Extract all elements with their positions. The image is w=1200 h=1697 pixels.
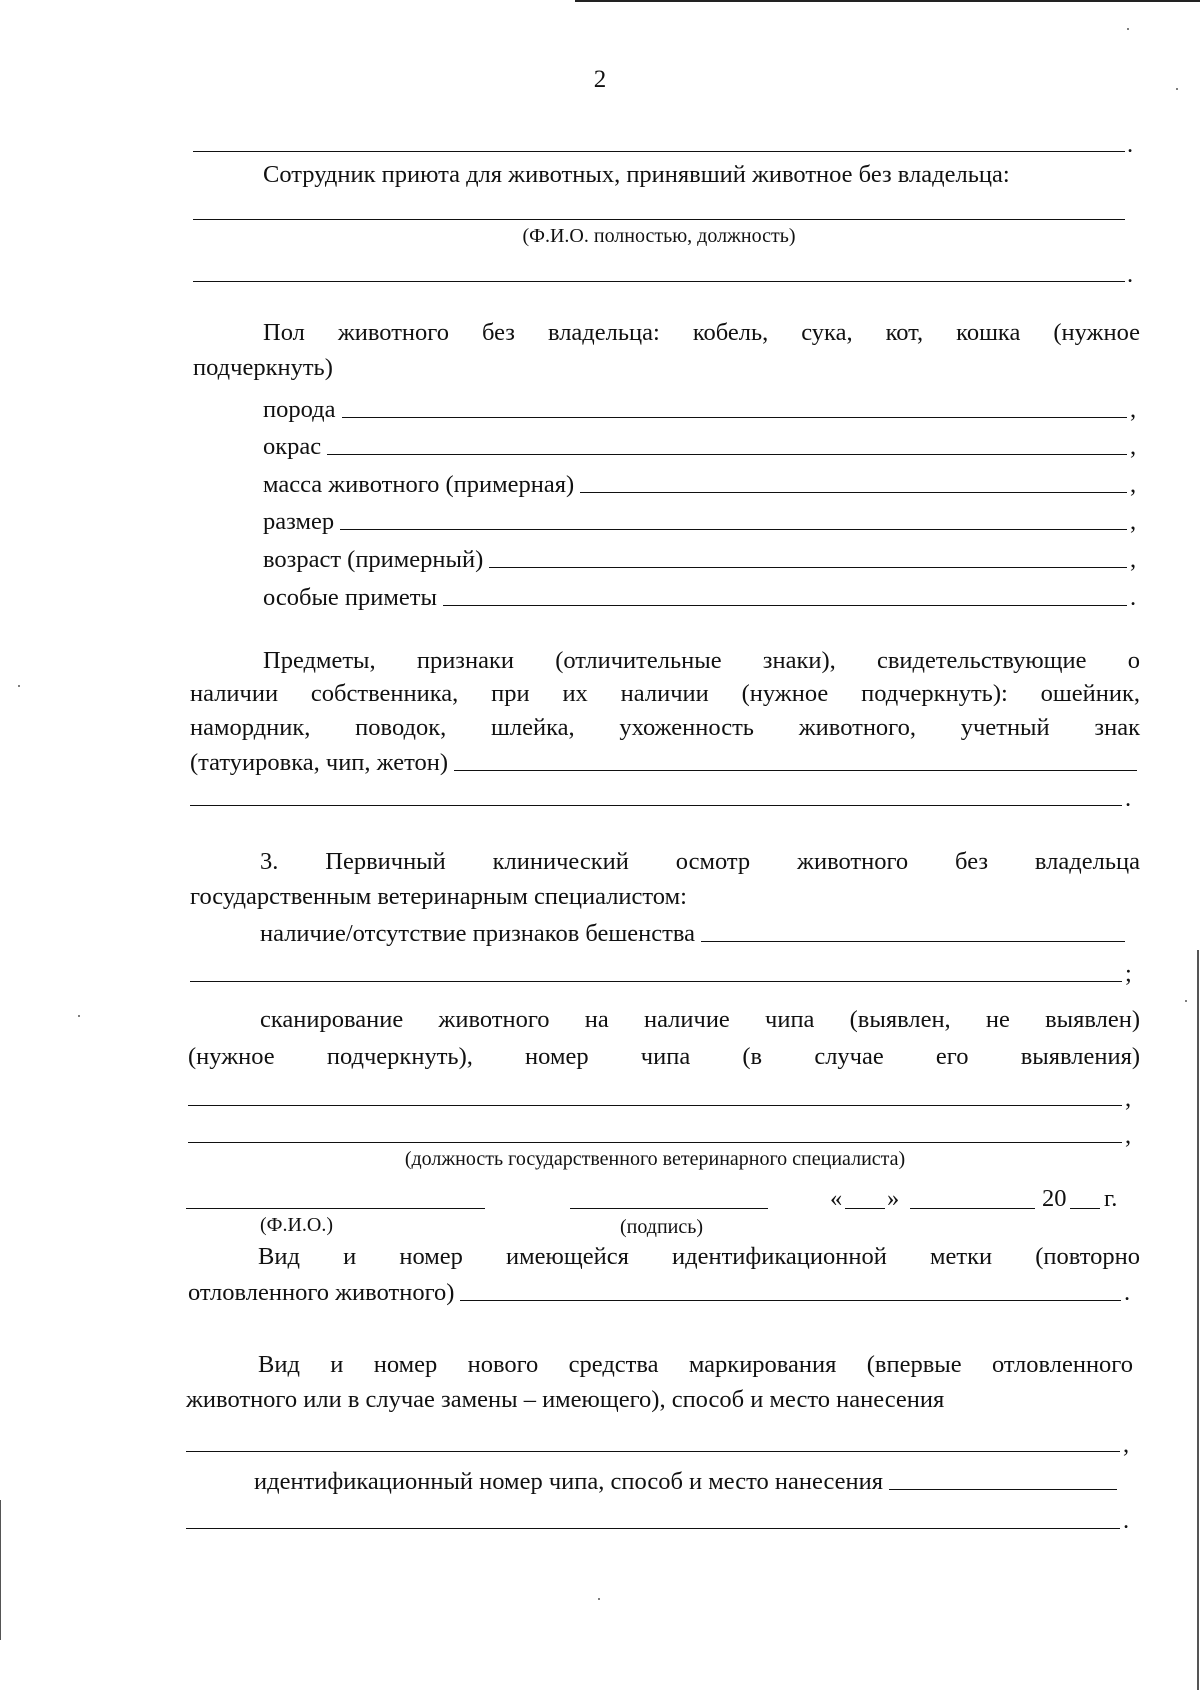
mark-line-2: отловленного животного) xyxy=(188,1279,455,1306)
field-period: . xyxy=(1124,1279,1131,1306)
new-mark-line-2: животного или в случае замены – имеющего), способ и место нанесения xyxy=(186,1386,945,1413)
month-line[interactable] xyxy=(910,1208,1035,1209)
color-blank[interactable] xyxy=(327,454,1127,455)
mark-field[interactable] xyxy=(188,1273,1134,1307)
breed-blank[interactable] xyxy=(342,417,1128,418)
items-line-3: намордник, поводок, шлейка, ухоженность животного, учетный знак xyxy=(190,714,1140,741)
fio-line[interactable] xyxy=(186,1208,485,1209)
scan-edge-mark xyxy=(1197,950,1199,1690)
line-end-period: . xyxy=(1125,785,1132,812)
color-label: окрас xyxy=(263,433,322,460)
size-label: размер xyxy=(263,508,335,535)
items-line-2: наличии собственника, при их наличии (нужное подчеркнуть): ошейник, xyxy=(190,680,1140,707)
line-end-period: . xyxy=(1127,261,1134,288)
field-period: . xyxy=(1130,584,1137,611)
fio-caption: (Ф.И.О.) xyxy=(260,1214,334,1236)
year-line[interactable] xyxy=(1070,1208,1100,1209)
items-blank[interactable] xyxy=(454,770,1137,771)
scan-dot xyxy=(598,1598,600,1600)
line-end-semicolon: ; xyxy=(1125,960,1132,987)
chip-blank-2[interactable] xyxy=(186,1528,1120,1529)
color-field[interactable] xyxy=(263,427,1140,461)
items-line-1: Предметы, признаки (отличительные знаки), свидетельствующие о xyxy=(263,647,1140,674)
breed-label: порода xyxy=(263,396,336,423)
scan-line-1: сканирование животного на наличие чипа (выявлен, не выявлен) xyxy=(260,1006,1140,1033)
chip-number-line xyxy=(188,1105,1122,1106)
scan-edge xyxy=(575,0,1200,2)
line-end-comma: , xyxy=(1125,1085,1132,1112)
weight-field[interactable] xyxy=(263,465,1140,499)
field-comma: , xyxy=(1130,546,1137,573)
exam-line-1: 3. Первичный клинический осмотр животного без владельца xyxy=(260,848,1140,875)
date-open-quote: « xyxy=(830,1185,843,1212)
scan-dot xyxy=(18,685,20,687)
line-end-period: . xyxy=(1127,131,1134,158)
year-suffix: г. xyxy=(1104,1185,1118,1212)
weight-label: масса животного (примерная) xyxy=(263,471,575,498)
rabies-blank[interactable] xyxy=(701,941,1125,942)
rabies-label: наличие/отсутствие признаков бешенства xyxy=(260,920,695,947)
items-line-blank xyxy=(190,805,1122,806)
breed-field[interactable] xyxy=(263,390,1140,424)
line-end-comma: , xyxy=(1125,1122,1132,1149)
sex-line-1: Пол животного без владельца: кобель, сука, кот, кошка (нужное xyxy=(263,319,1140,346)
marks-field[interactable] xyxy=(263,578,1140,612)
size-blank[interactable] xyxy=(340,529,1127,530)
new-mark-line-1: Вид и номер нового средства маркирования (впервые отловленного xyxy=(258,1351,1133,1378)
employee-line-2 xyxy=(193,281,1125,282)
line-end-comma: , xyxy=(1123,1431,1130,1458)
scan-dot xyxy=(78,1015,80,1017)
items-line-4: (татуировка, чип, жетон) xyxy=(190,749,449,776)
year-prefix: 20 xyxy=(1042,1185,1067,1212)
age-blank[interactable] xyxy=(489,567,1127,568)
field-comma: , xyxy=(1130,471,1137,498)
field-comma: , xyxy=(1130,433,1137,460)
position-line xyxy=(188,1142,1122,1143)
rabies-field[interactable] xyxy=(260,914,1128,948)
chip-field[interactable] xyxy=(254,1462,1120,1496)
blank-line xyxy=(193,151,1125,152)
scan-dot xyxy=(1127,28,1129,30)
signature-caption: (подпись) xyxy=(620,1216,704,1238)
field-comma: , xyxy=(1130,508,1137,535)
new-mark-blank[interactable] xyxy=(186,1451,1120,1452)
exam-line-2: государственным ветеринарным специалистом: xyxy=(190,883,687,910)
size-field[interactable] xyxy=(263,502,1140,536)
rabies-line-2 xyxy=(190,981,1122,982)
page-number: 2 xyxy=(593,66,607,93)
scan-dot xyxy=(1185,1000,1187,1002)
marks-blank[interactable] xyxy=(443,605,1127,606)
mark-line-1: Вид и номер имеющейся идентификационной метки (повторно xyxy=(258,1243,1140,1270)
signature-line[interactable] xyxy=(570,1208,768,1209)
scan-dot xyxy=(1176,88,1178,90)
scan-edge-mark xyxy=(0,1500,1,1640)
employee-line xyxy=(193,219,1125,220)
weight-blank[interactable] xyxy=(580,492,1127,493)
mark-blank[interactable] xyxy=(460,1300,1121,1301)
chip-label: идентификационный номер чипа, способ и место нанесения xyxy=(254,1468,884,1495)
date-close-quote: » xyxy=(887,1185,900,1212)
employee-label: Сотрудник приюта для животных, принявший животное без владельца: xyxy=(263,161,1010,188)
chip-blank[interactable] xyxy=(889,1489,1117,1490)
scan-line-2: (нужное подчеркнуть), номер чипа (в случае его выявления) xyxy=(188,1043,1140,1070)
age-label: возраст (примерный) xyxy=(263,546,484,573)
age-field[interactable] xyxy=(263,540,1140,574)
position-caption: (должность государственного ветеринарного специалиста) xyxy=(404,1148,906,1170)
marks-label: особые приметы xyxy=(263,584,437,611)
day-line[interactable] xyxy=(845,1208,885,1209)
employee-caption: (Ф.И.О. полностью, должность) xyxy=(522,225,796,247)
items-field[interactable] xyxy=(190,743,1140,777)
line-end-period: . xyxy=(1123,1507,1130,1534)
field-comma: , xyxy=(1130,396,1137,423)
sex-line-2: подчеркнуть) xyxy=(193,354,333,381)
